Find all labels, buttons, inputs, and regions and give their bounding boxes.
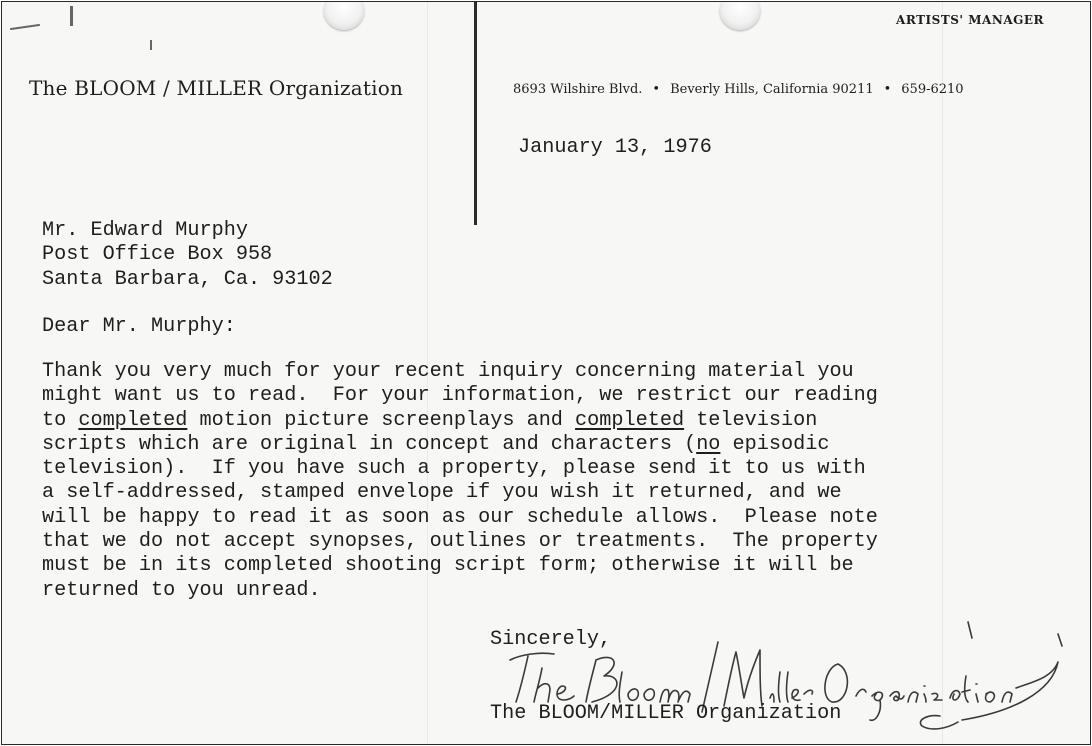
separator-dot: • [883,82,892,97]
body-line: a self-addressed, stamped envelope if you wish it returned, and we [42,481,842,505]
letter-page [1,1,1091,745]
body-line [42,433,878,457]
address-phone: 659-6210 [901,82,964,97]
letter-date: January 13, 1976 [518,136,712,159]
body-line [42,409,878,433]
typed-signature: The BLOOM/MILLER Organization [490,702,842,725]
body-line: Thank you very much for your recent inquiry concerning material you [42,360,854,383]
body-line: will be happy to read it as soon as our schedule allows. Please note [42,505,878,529]
punch-hole-right [720,1,760,30]
address-city: Beverly Hills, California 90211 [670,82,874,97]
letterhead-tagline: ARTISTS' MANAGER [896,13,1044,27]
paper-mark [10,24,40,30]
paper-mark [70,6,73,26]
body-text: scripts which are original in concept and characters ( [42,432,697,456]
recipient-name: Mr. Edward Murphy [42,219,248,242]
recipient-city: Santa Barbara, Ca. 93102 [42,267,333,291]
punch-hole-left [324,1,364,30]
body-text: motion picture screenplays and [187,408,576,432]
recipient-address [42,219,333,292]
address-street: 8693 Wilshire Blvd. [513,82,643,97]
separator-dot: • [652,82,661,97]
signature-text: The Bloom/Miller Organization [492,602,505,603]
body-line: television). If you have such a property, please send it to us with [42,457,866,481]
letterhead-divider [474,2,477,225]
body-text: to [42,408,79,432]
letter-body [42,360,878,603]
letterhead-address [513,82,964,97]
body-line: might want us to read. For your information, we restrict our reading [42,384,878,408]
body-line: returned to you unread. [42,578,321,602]
paper-mark [150,40,152,50]
recipient-street: Post Office Box 958 [42,243,273,267]
letterhead-organization: The BLOOM / MILLER Organization [29,76,404,100]
underlined-word: completed [78,408,188,432]
underlined-word: completed [575,408,685,432]
body-text: episodic [720,432,830,456]
body-line: must be in its completed shooting script form; otherwise it will be [42,554,854,578]
body-text: television [684,408,818,432]
body-line: that we do not accept synopses, outlines or treatments. The property [42,530,878,554]
closing: Sincerely, [490,628,612,651]
salutation: Dear Mr. Murphy: [42,315,236,338]
underlined-word: no [696,432,721,456]
